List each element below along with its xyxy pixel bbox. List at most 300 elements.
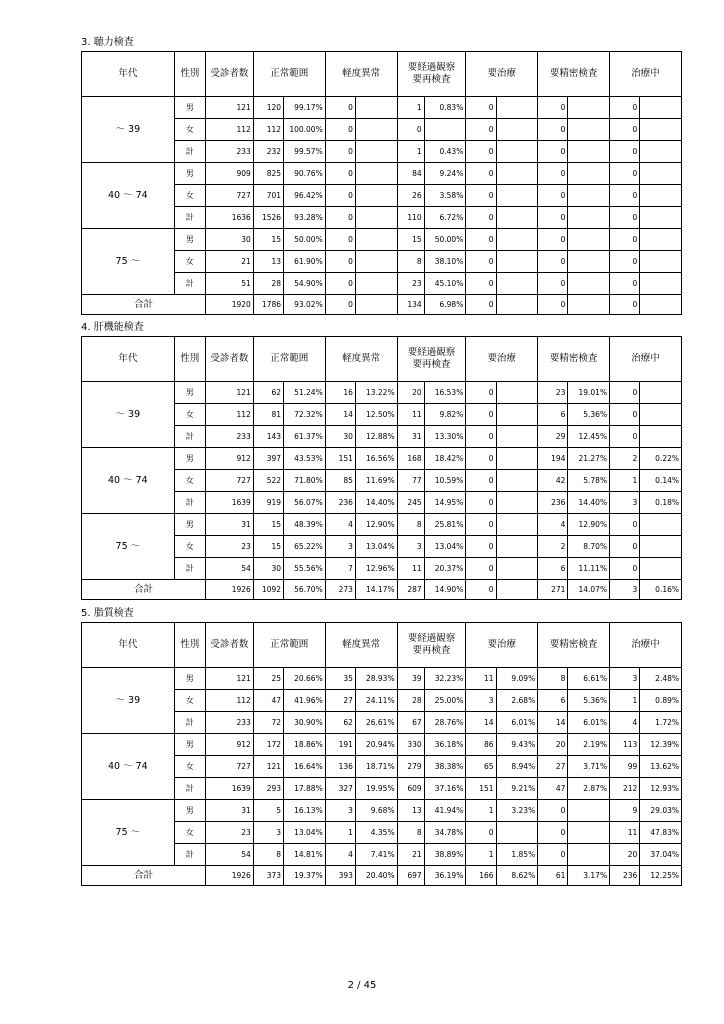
percent-cell	[640, 273, 682, 295]
count-cell: 47	[538, 778, 568, 800]
age-group-cell: 40 ～ 74	[82, 163, 175, 229]
percent-cell: 61.90%	[284, 251, 326, 273]
count-cell: 0	[466, 295, 496, 315]
gender-cell: 計	[174, 207, 205, 229]
percent-cell: 37.16%	[424, 778, 466, 800]
percent-cell: 5.36%	[568, 690, 610, 712]
count-cell: 31	[205, 514, 253, 536]
percent-cell: 13.04%	[424, 536, 466, 558]
percent-cell: 6.72%	[424, 207, 466, 229]
percent-cell: 18.71%	[355, 756, 397, 778]
percent-cell: 30.90%	[284, 712, 326, 734]
percent-cell: 71.80%	[284, 470, 326, 492]
percent-cell: 0.18%	[640, 492, 682, 514]
percent-cell: 12.45%	[568, 426, 610, 448]
percent-cell: 24.11%	[355, 690, 397, 712]
section-title: 3. 聴力検査	[81, 37, 134, 48]
percent-cell: 56.07%	[284, 492, 326, 514]
percent-cell	[640, 163, 682, 185]
percent-cell	[640, 295, 682, 315]
percent-cell: 5.36%	[568, 404, 610, 426]
percent-cell: 14.40%	[568, 492, 610, 514]
gender-cell: 男	[174, 448, 205, 470]
percent-cell: 3.71%	[568, 756, 610, 778]
age-group-cell: 75 ～	[82, 229, 175, 295]
count-cell: 233	[205, 141, 253, 163]
count-cell: 0	[610, 514, 640, 536]
count-cell: 3	[610, 580, 640, 600]
count-cell: 0	[466, 822, 496, 844]
count-cell: 0	[466, 119, 496, 141]
count-cell: 0	[325, 119, 355, 141]
percent-cell: 12.25%	[640, 866, 682, 886]
percent-cell: 13.04%	[355, 536, 397, 558]
gender-cell: 女	[174, 185, 205, 207]
age-group-cell: ～ 39	[82, 382, 175, 448]
count-cell: 27	[538, 756, 568, 778]
gender-cell: 男	[174, 97, 205, 119]
percent-cell	[496, 141, 538, 163]
percent-cell: 5.78%	[568, 470, 610, 492]
count-cell: 4	[610, 712, 640, 734]
percent-cell	[355, 185, 397, 207]
count-cell: 1	[466, 844, 496, 866]
count-cell: 99	[610, 756, 640, 778]
count-cell: 191	[325, 734, 355, 756]
count-cell: 0	[610, 229, 640, 251]
gender-cell: 計	[174, 273, 205, 295]
count-cell: 0	[610, 251, 640, 273]
count-cell: 236	[325, 492, 355, 514]
percent-cell: 20.40%	[355, 866, 397, 886]
count-cell: 236	[538, 492, 568, 514]
column-header: 要精密検査	[538, 52, 610, 97]
percent-cell: 20.94%	[355, 734, 397, 756]
percent-cell	[568, 141, 610, 163]
percent-cell: 32.23%	[424, 668, 466, 690]
percent-cell: 56.70%	[284, 580, 326, 600]
count-cell: 0	[466, 163, 496, 185]
percent-cell: 2.19%	[568, 734, 610, 756]
percent-cell: 38.38%	[424, 756, 466, 778]
count-cell: 15	[253, 536, 283, 558]
gender-cell: 男	[174, 163, 205, 185]
count-cell: 14	[325, 404, 355, 426]
count-cell: 11	[397, 404, 424, 426]
count-cell: 0	[466, 448, 496, 470]
count-cell: 233	[205, 712, 253, 734]
percent-cell: 0.22%	[640, 448, 682, 470]
count-cell: 0	[325, 229, 355, 251]
percent-cell: 19.37%	[284, 866, 326, 886]
count-cell: 8	[397, 251, 424, 273]
percent-cell: 0.14%	[640, 470, 682, 492]
percent-cell: 25.81%	[424, 514, 466, 536]
count-cell: 287	[397, 580, 424, 600]
count-cell: 1636	[205, 207, 253, 229]
count-cell: 212	[610, 778, 640, 800]
table-row	[82, 734, 682, 756]
count-cell: 54	[205, 844, 253, 866]
section-title: 5. 脂質検査	[81, 608, 134, 619]
count-cell: 0	[466, 382, 496, 404]
percent-cell: 12.88%	[355, 426, 397, 448]
percent-cell	[496, 97, 538, 119]
percent-cell	[496, 426, 538, 448]
percent-cell	[640, 207, 682, 229]
percent-cell	[496, 514, 538, 536]
count-cell: 168	[397, 448, 424, 470]
age-group-cell: ～ 39	[82, 97, 175, 163]
percent-cell	[496, 558, 538, 580]
percent-cell	[568, 273, 610, 295]
column-header: 要経過観察 要再検査	[397, 337, 466, 382]
count-cell: 0	[466, 207, 496, 229]
column-header: 年代	[82, 52, 175, 97]
count-cell: 393	[325, 866, 355, 886]
percent-cell: 8.62%	[496, 866, 538, 886]
gender-cell: 女	[174, 536, 205, 558]
percent-cell	[496, 251, 538, 273]
count-cell: 0	[610, 119, 640, 141]
percent-cell: 9.43%	[496, 734, 538, 756]
percent-cell: 4.35%	[355, 822, 397, 844]
column-header: 要治療	[466, 52, 538, 97]
count-cell: 279	[397, 756, 424, 778]
percent-cell: 12.93%	[640, 778, 682, 800]
count-cell: 6	[538, 404, 568, 426]
count-cell: 0	[325, 295, 355, 315]
percent-cell: 2.68%	[496, 690, 538, 712]
column-header: 要経過観察 要再検査	[397, 623, 466, 668]
percent-cell: 36.18%	[424, 734, 466, 756]
count-cell: 11	[610, 822, 640, 844]
count-cell: 3	[397, 536, 424, 558]
percent-cell	[496, 185, 538, 207]
count-cell: 2	[610, 448, 640, 470]
count-cell: 21	[397, 844, 424, 866]
count-cell: 727	[205, 185, 253, 207]
percent-cell: 93.02%	[284, 295, 326, 315]
gender-cell: 計	[174, 844, 205, 866]
gender-cell: 女	[174, 822, 205, 844]
count-cell: 23	[205, 536, 253, 558]
count-cell: 0	[610, 141, 640, 163]
count-cell: 0	[325, 207, 355, 229]
age-group-cell: 40 ～ 74	[82, 448, 175, 514]
percent-cell: 11.11%	[568, 558, 610, 580]
percent-cell: 12.96%	[355, 558, 397, 580]
total-row	[82, 580, 682, 600]
header-row	[82, 623, 682, 668]
percent-cell	[640, 97, 682, 119]
count-cell: 121	[205, 97, 253, 119]
count-cell: 1786	[253, 295, 283, 315]
percent-cell	[496, 207, 538, 229]
count-cell: 4	[538, 514, 568, 536]
percent-cell: 0.83%	[424, 97, 466, 119]
table-row	[82, 163, 682, 185]
gender-cell: 男	[174, 668, 205, 690]
count-cell: 4	[325, 514, 355, 536]
column-header: 受診者数	[205, 623, 253, 668]
count-cell: 0	[538, 207, 568, 229]
count-cell: 701	[253, 185, 283, 207]
count-cell: 697	[397, 866, 424, 886]
count-cell: 1926	[205, 580, 253, 600]
count-cell: 0	[610, 163, 640, 185]
column-header: 年代	[82, 623, 175, 668]
age-group-cell: 75 ～	[82, 514, 175, 580]
percent-cell: 25.00%	[424, 690, 466, 712]
count-cell: 29	[538, 426, 568, 448]
column-header: 正常範囲	[253, 623, 325, 668]
percent-cell: 1.72%	[640, 712, 682, 734]
count-cell: 121	[205, 668, 253, 690]
count-cell: 172	[253, 734, 283, 756]
percent-cell: 50.00%	[284, 229, 326, 251]
percent-cell: 99.17%	[284, 97, 326, 119]
count-cell: 1	[610, 470, 640, 492]
percent-cell: 26.61%	[355, 712, 397, 734]
column-header: 軽度異常	[325, 52, 397, 97]
percent-cell: 28.93%	[355, 668, 397, 690]
count-cell: 15	[253, 514, 283, 536]
percent-cell: 13.62%	[640, 756, 682, 778]
percent-cell: 11.69%	[355, 470, 397, 492]
gender-cell: 計	[174, 778, 205, 800]
count-cell: 1639	[205, 492, 253, 514]
percent-cell	[568, 229, 610, 251]
count-cell: 236	[610, 866, 640, 886]
percent-cell: 65.22%	[284, 536, 326, 558]
table-row	[82, 382, 682, 404]
count-cell: 65	[466, 756, 496, 778]
percent-cell: 61.37%	[284, 426, 326, 448]
percent-cell: 55.56%	[284, 558, 326, 580]
column-header: 軽度異常	[325, 623, 397, 668]
count-cell: 1	[397, 141, 424, 163]
percent-cell: 6.01%	[568, 712, 610, 734]
percent-cell: 38.89%	[424, 844, 466, 866]
percent-cell	[568, 163, 610, 185]
percent-cell: 18.42%	[424, 448, 466, 470]
count-cell: 5	[253, 800, 283, 822]
count-cell: 0	[538, 185, 568, 207]
gender-cell: 女	[174, 470, 205, 492]
count-cell: 11	[397, 558, 424, 580]
count-cell: 21	[205, 251, 253, 273]
count-cell: 51	[205, 273, 253, 295]
percent-cell	[496, 273, 538, 295]
count-cell: 11	[466, 668, 496, 690]
count-cell: 0	[466, 141, 496, 163]
percent-cell: 12.50%	[355, 404, 397, 426]
count-cell: 143	[253, 426, 283, 448]
count-cell: 30	[325, 426, 355, 448]
percent-cell: 16.56%	[355, 448, 397, 470]
count-cell: 0	[610, 295, 640, 315]
column-header: 治療中	[610, 52, 682, 97]
count-cell: 47	[253, 690, 283, 712]
section-hearing-test	[81, 36, 682, 315]
percent-cell	[568, 251, 610, 273]
percent-cell	[355, 141, 397, 163]
percent-cell: 12.39%	[640, 734, 682, 756]
count-cell: 0	[538, 163, 568, 185]
column-header: 治療中	[610, 623, 682, 668]
percent-cell: 9.24%	[424, 163, 466, 185]
gender-cell: 計	[174, 558, 205, 580]
header-row	[82, 52, 682, 97]
count-cell: 30	[253, 558, 283, 580]
column-header: 要治療	[466, 337, 538, 382]
percent-cell: 6.61%	[568, 668, 610, 690]
percent-cell: 93.28%	[284, 207, 326, 229]
percent-cell	[355, 119, 397, 141]
count-cell: 0	[466, 514, 496, 536]
percent-cell: 3.23%	[496, 800, 538, 822]
percent-cell	[496, 229, 538, 251]
percent-cell: 3.58%	[424, 185, 466, 207]
count-cell: 0	[538, 251, 568, 273]
gender-cell: 計	[174, 426, 205, 448]
header-row	[82, 337, 682, 382]
percent-cell: 41.96%	[284, 690, 326, 712]
column-header: 要精密検査	[538, 623, 610, 668]
percent-cell: 50.00%	[424, 229, 466, 251]
count-cell: 9	[610, 800, 640, 822]
count-cell: 919	[253, 492, 283, 514]
total-row	[82, 295, 682, 315]
percent-cell: 16.13%	[284, 800, 326, 822]
percent-cell: 14.90%	[424, 580, 466, 600]
percent-cell: 54.90%	[284, 273, 326, 295]
table-row	[82, 514, 682, 536]
count-cell: 113	[610, 734, 640, 756]
percent-cell: 38.10%	[424, 251, 466, 273]
percent-cell: 41.94%	[424, 800, 466, 822]
percent-cell: 2.48%	[640, 668, 682, 690]
percent-cell	[568, 97, 610, 119]
count-cell: 1	[325, 822, 355, 844]
percent-cell: 12.90%	[568, 514, 610, 536]
count-cell: 151	[466, 778, 496, 800]
column-header: 要治療	[466, 623, 538, 668]
count-cell: 0	[610, 382, 640, 404]
percent-cell: 96.42%	[284, 185, 326, 207]
total-label: 合計	[82, 580, 206, 600]
section-title: 4. 肝機能検査	[81, 322, 144, 333]
percent-cell	[355, 207, 397, 229]
count-cell: 0	[325, 141, 355, 163]
gender-cell: 計	[174, 141, 205, 163]
percent-cell: 34.78%	[424, 822, 466, 844]
percent-cell: 18.86%	[284, 734, 326, 756]
count-cell: 14	[538, 712, 568, 734]
count-cell: 0	[538, 119, 568, 141]
total-row	[82, 866, 682, 886]
count-cell: 1	[397, 97, 424, 119]
total-label: 合計	[82, 295, 206, 315]
percent-cell: 2.87%	[568, 778, 610, 800]
percent-cell: 47.83%	[640, 822, 682, 844]
count-cell: 0	[610, 558, 640, 580]
percent-cell: 13.30%	[424, 426, 466, 448]
count-cell: 62	[325, 712, 355, 734]
percent-cell: 0.89%	[640, 690, 682, 712]
count-cell: 2	[538, 536, 568, 558]
percent-cell	[496, 163, 538, 185]
count-cell: 0	[538, 141, 568, 163]
count-cell: 522	[253, 470, 283, 492]
count-cell: 727	[205, 756, 253, 778]
percent-cell	[496, 448, 538, 470]
percent-cell: 72.32%	[284, 404, 326, 426]
percent-cell: 20.37%	[424, 558, 466, 580]
count-cell: 30	[205, 229, 253, 251]
percent-cell: 14.81%	[284, 844, 326, 866]
percent-cell	[640, 536, 682, 558]
column-header: 要精密検査	[538, 337, 610, 382]
count-cell: 3	[325, 536, 355, 558]
column-header: 軽度異常	[325, 337, 397, 382]
count-cell: 0	[466, 251, 496, 273]
count-cell: 0	[538, 844, 568, 866]
percent-cell	[640, 185, 682, 207]
count-cell: 31	[397, 426, 424, 448]
count-cell: 20	[397, 382, 424, 404]
column-header: 要経過観察 要再検査	[397, 52, 466, 97]
count-cell: 1	[610, 690, 640, 712]
count-cell: 0	[397, 119, 424, 141]
count-cell: 25	[253, 668, 283, 690]
gender-cell: 男	[174, 734, 205, 756]
count-cell: 112	[253, 119, 283, 141]
count-cell: 121	[253, 756, 283, 778]
count-cell: 271	[538, 580, 568, 600]
percent-cell: 9.09%	[496, 668, 538, 690]
count-cell: 72	[253, 712, 283, 734]
total-label: 合計	[82, 866, 206, 886]
count-cell: 0	[466, 492, 496, 514]
count-cell: 1526	[253, 207, 283, 229]
count-cell: 3	[325, 800, 355, 822]
count-cell: 67	[397, 712, 424, 734]
count-cell: 293	[253, 778, 283, 800]
count-cell: 3	[610, 492, 640, 514]
percent-cell	[640, 229, 682, 251]
percent-cell: 43.53%	[284, 448, 326, 470]
count-cell: 85	[325, 470, 355, 492]
percent-cell: 14.95%	[424, 492, 466, 514]
count-cell: 35	[325, 668, 355, 690]
percent-cell: 51.24%	[284, 382, 326, 404]
gender-cell: 男	[174, 229, 205, 251]
count-cell: 0	[325, 273, 355, 295]
count-cell: 273	[325, 580, 355, 600]
percent-cell	[640, 404, 682, 426]
age-group-cell: 75 ～	[82, 800, 175, 866]
percent-cell: 36.19%	[424, 866, 466, 886]
count-cell: 0	[325, 97, 355, 119]
count-cell: 232	[253, 141, 283, 163]
count-cell: 0	[538, 97, 568, 119]
results-table	[81, 622, 682, 886]
count-cell: 86	[466, 734, 496, 756]
count-cell: 13	[253, 251, 283, 273]
percent-cell: 100.00%	[284, 119, 326, 141]
